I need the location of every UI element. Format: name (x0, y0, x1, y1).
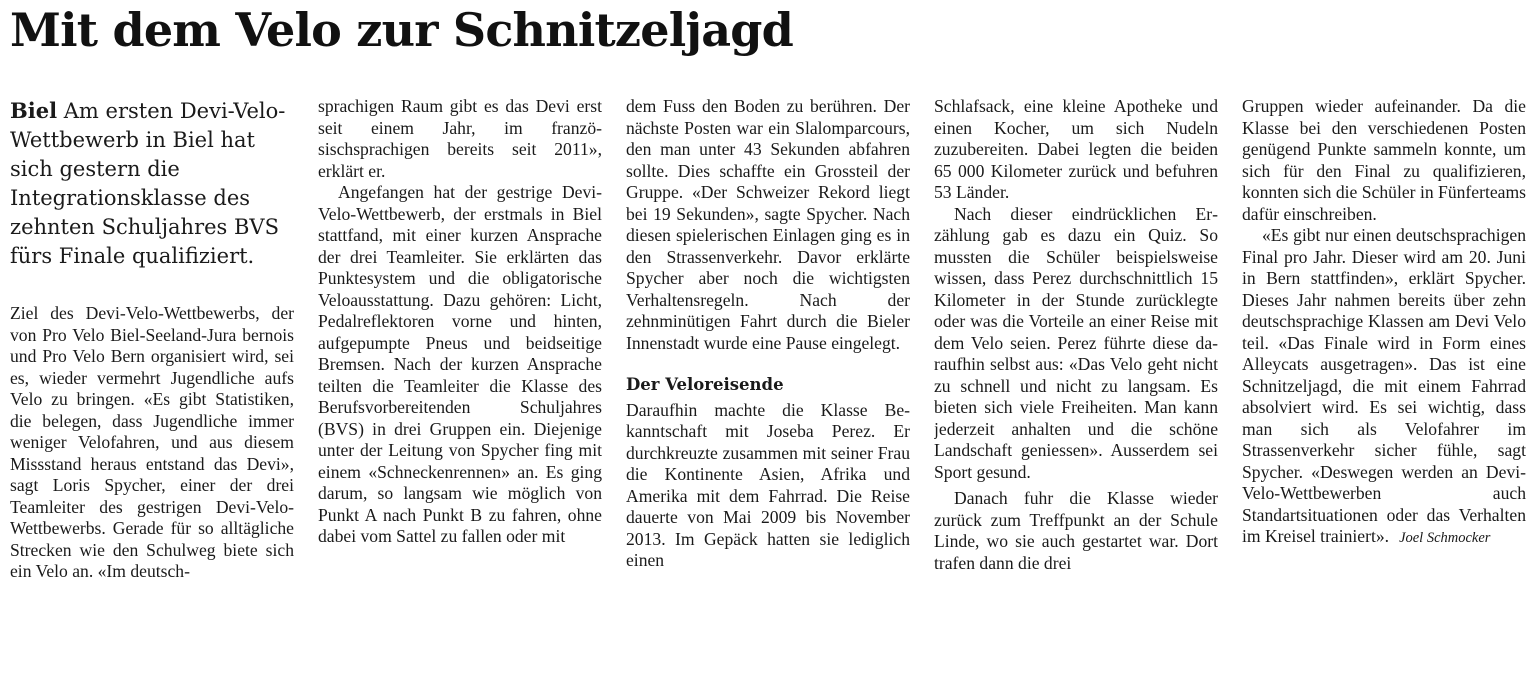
subheading: Der Veloreisende (626, 375, 784, 394)
lead-text: Am ersten Devi-Velo-Wettbewerb in Biel hat sich gestern die Integrationsklasse des zehnten Schuljahres BVS fürs Finale qualifiziert. (10, 99, 286, 268)
column-1 (10, 96, 294, 676)
dateline: Biel (10, 98, 58, 123)
article-headline: Mit dem Velo zur Schnitzeljagd (10, 3, 793, 57)
author-byline: Joel Schmocker (1399, 530, 1491, 546)
column-3 (626, 96, 910, 676)
body-paragraph-6 (1242, 225, 1526, 550)
body-paragraph-2-part-1: Angefangen hat der gestrige Devi-Velo-Wettbewerb, der erstmals in Biel stattfand, mit einer kurzen Ansprache der drei Teamleiter. Sie erklärten das Punktesystem und die obligatorische Veloausstattung. Dazu gehören: Licht, Pedalreflektoren vorne und hinten, aufgepumpte Pneus und beidseitige Bremsen. Nach der kurzen Ansprache teilten die Teamleiter die Klasse des Berufsvorbereitenden Schuljahres (BVS) in drei Gruppen ein. Diejenige unter der Leitung von Spycher fing mit einem «Schneckenrennen» an. Es ging darum, so langsam wie möglich von Punkt A nach Punkt B zu fahren, ohne dabei vom Sattel zu fallen oder mit (318, 182, 602, 546)
body-paragraph-3-part-2: Schlafsack, eine kleine Apotheke und einen Kocher, um sich Nudeln zuzubereiten. Dabei legten die beiden 65 000 Kilometer zurück und befuhren 53 Länder. (934, 96, 1218, 202)
body-paragraph-5-part-2: Gruppen wieder aufeinander. Da die Klasse bei den verschiedenen Posten genügend Punkte sammeln konnte, um sich für den Final zu qualifizieren, konnten sich die Schüler in Fünferteams dafür einschreiben. (1242, 96, 1526, 224)
body-paragraph-1-part-1: Ziel des Devi-Velo-Wettbewerbs, der von Pro Velo Biel-Seeland-Jura bernois und Pro Velo Bern organisiert wird, sei es, wieder vermehrt Jugendliche aufs Velo zu bringen. «Es gibt Statistiken, die belegen, dass Jugendliche immer weniger Velofahren, und aus diesem Missstand heraus entstand das Devi», sagt Loris Spycher, einer der drei Teamleiter des gestrigen Devi-Velo-Wettbewerbs. Gerade für so alltägliche Strecken wie den Schulweg biete sich ein Velo an. «Im deutsch- (10, 303, 294, 581)
body-paragraph-1-part-2: sprachigen Raum gibt es das Devi erst seit einem Jahr, im französischsprachigen bereits seit 2011», erklärt er. (318, 96, 602, 181)
body-paragraph-3-part-1: Daraufhin machte die Klasse Bekanntschaft mit Joseba Perez. Er durchkreuzte zusammen mit seiner Frau die Kontinente Asien, Afrika und Amerika mit dem Fahrrad. Die Reise dauerte von Mai 2009 bis November 2013. Im Gepäck hatten sie lediglich einen (626, 399, 910, 570)
column-4 (934, 96, 1218, 676)
body-paragraph-2-part-2: dem Fuss den Boden zu berühren. Der nächste Posten war ein Slalomparcours, den man unter 43 Sekunden abfahren sollte. Dies schaffte ein Grossteil der Gruppe. «Der Schweizer Rekord liegt bei 19 Sekunden», sagte Spycher. Nach diesen spielerischen Einlagen ging es in den Strassenverkehr. Davor erklärte Spycher aber noch die wichtigsten Verhaltensregeln. Nach der zehnminütigen Fahrt durch die Bieler Innenstadt wurde eine Pause eingelegt. (626, 96, 910, 353)
column-5 (1242, 96, 1526, 676)
body-paragraph-6-text: «Es gibt nur einen deutschsprachigen Final pro Jahr. Dieser wird am 20. Juni in Bern stattfinden», erklärt Spycher. Dieses Jahr nahmen bereits über zehn deutschsprachige Klassen am Devi Velo teil. «Das Finale wird in Form eines Alleycats ausgetragen». Das ist eine Schnitzeljagd, die mit einem Fahrrad absolviert wird. Es sei wichtig, dass man sich als Velofahrer im Strassenverkehr sicher fühle, sagt Spycher. «Deswegen werden an Devi-Velo-Wettbewerben auch Standartsituationen oder das Verhalten im Kreisel trainiert». (1242, 225, 1526, 546)
body-paragraph-4: Nach dieser eindrücklichen Erzählung gab es dazu ein Quiz. So mussten die Schüler beispielsweise wissen, dass Perez durchschnittlich 15 Kilometer in der Stunde zurücklegte oder was die Vorteile an einer Reise mit dem Velo seien. Perez führte diese daraufhin selbst aus: «Das Velo geht nicht zu schnell und nicht zu langsam. Es bieten sich viele Freiheiten. Man kann jederzeit anhalten und die schöne Landschaft geniessen». Ausserdem sei Sport gesund. (934, 203, 1218, 482)
column-2 (318, 96, 602, 676)
body-paragraph-5-part-1: Danach fuhr die Klasse wieder zurück zum Treffpunkt an der Schule Linde, wo sie auch gestartet war. Dort trafen dann die drei (934, 488, 1218, 573)
article-lead (10, 96, 294, 271)
